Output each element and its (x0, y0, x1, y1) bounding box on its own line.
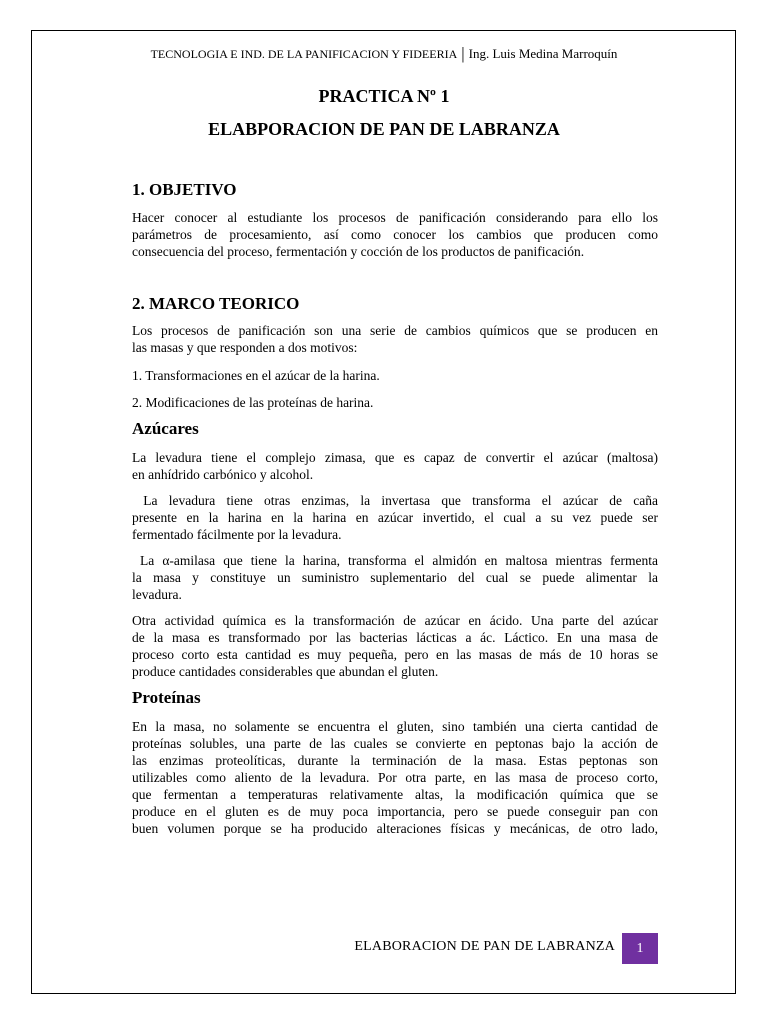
text-line: proceso corto esta cantidad es muy pequeña, pero en las masas de más de 10 horas se (132, 647, 658, 662)
header-course: TECNOLOGIA E IND. DE LA PANIFICACION Y FIDEERIA (150, 47, 458, 61)
text-line: La α-amilasa que tiene la harina, transforma el almidón en maltosa mientras fermenta (132, 553, 658, 568)
azucares-paragraph-3 (132, 552, 658, 603)
objetivo-paragraph (132, 209, 658, 260)
document-title: ELABPORACION DE PAN DE LABRANZA (208, 119, 560, 139)
page-header (32, 44, 736, 64)
proteinas-paragraph-1 (132, 718, 658, 837)
section-heading-objetivo: 1. OBJETIVO (132, 180, 237, 199)
azucares-paragraph-4 (132, 612, 658, 680)
text-line: la masa y constituye un suministro suplementario del cual se puede alimentar la (132, 570, 658, 585)
text-line: fermentado fácilmente por la levadura. (132, 527, 342, 542)
azucares-paragraph-2 (132, 492, 658, 543)
footer-title: ELABORACION DE PAN DE LABRANZA (354, 939, 615, 954)
section-heading-marco-teorico: 2. MARCO TEORICO (132, 294, 300, 313)
text-line: de la masa es transformado por las bacterias lácticas a ác. Láctico. En una masa de (132, 630, 658, 645)
text-line: En la masa, no solamente se encuentra el gluten, sino también una cierta cantidad de (132, 719, 658, 734)
text-line: 2. Modificaciones de las proteínas de harina. (132, 395, 374, 410)
text-line: las enzimas proteolíticas, durante la terminación de la masa. Estas peptonas son (132, 753, 658, 768)
marco-intro-paragraph (132, 322, 658, 356)
page-number: 1 (636, 940, 644, 956)
azucares-paragraph-1 (132, 449, 658, 483)
text-line: las masas y que responden a dos motivos: (132, 340, 358, 355)
subheading-azucares: Azúcares (132, 419, 199, 438)
text-line: en anhídrido carbónico y alcohol. (132, 467, 314, 482)
practice-number: PRACTICA Nº 1 (318, 86, 450, 106)
header-separator: | (461, 44, 465, 63)
text-line: levadura. (132, 587, 182, 602)
text-line: proteínas solubles, una parte de las cuales se convierte en peptonas bajo la acción de (132, 736, 658, 751)
marco-list-item-2 (132, 394, 658, 411)
text-line: buen volumen porque se ha producido alteraciones físicas y mecánicas, de otro lado, (132, 821, 658, 836)
text-line: presente en la harina en la harina en azúcar invertido, el cual a su vez puede ser (132, 510, 658, 525)
text-line: produce en el gluten es de muy poca importancia, pero se puede conseguir pan con (132, 804, 658, 819)
text-line: consecuencia del proceso, fermentación y cocción de los productos de panificación. (132, 244, 585, 259)
header-author: Ing. Luis Medina Marroquín (468, 46, 618, 61)
text-line: Otra actividad química es la transformación de azúcar en ácido. Una parte del azúcar (132, 613, 658, 628)
text-line: Hacer conocer al estudiante los procesos de panificación considerando para ello los (132, 210, 658, 225)
text-line: parámetros de procesamiento, así como conocer los cambios que producen como (132, 227, 658, 242)
text-line: La levadura tiene otras enzimas, la invertasa que transforma el azúcar de caña (132, 493, 658, 508)
subheading-proteinas: Proteínas (132, 688, 201, 707)
text-line: 1. Transformaciones en el azúcar de la harina. (132, 368, 380, 383)
page-number-badge (622, 933, 658, 964)
text-line: utilizables como aliento de la levadura. Por otra parte, en las masa de proceso corto, (132, 770, 658, 785)
marco-list-item-1 (132, 367, 658, 384)
text-line: produce cantidades considerables que abundan el gluten. (132, 664, 439, 679)
text-line: Los procesos de panificación son una serie de cambios químicos que se producen en (132, 323, 658, 338)
text-line: que fermentan a temperaturas relativamente altas, la modificación química que se (132, 787, 658, 802)
text-line: La levadura tiene el complejo zimasa, que es capaz de convertir el azúcar (maltosa) (132, 450, 658, 465)
